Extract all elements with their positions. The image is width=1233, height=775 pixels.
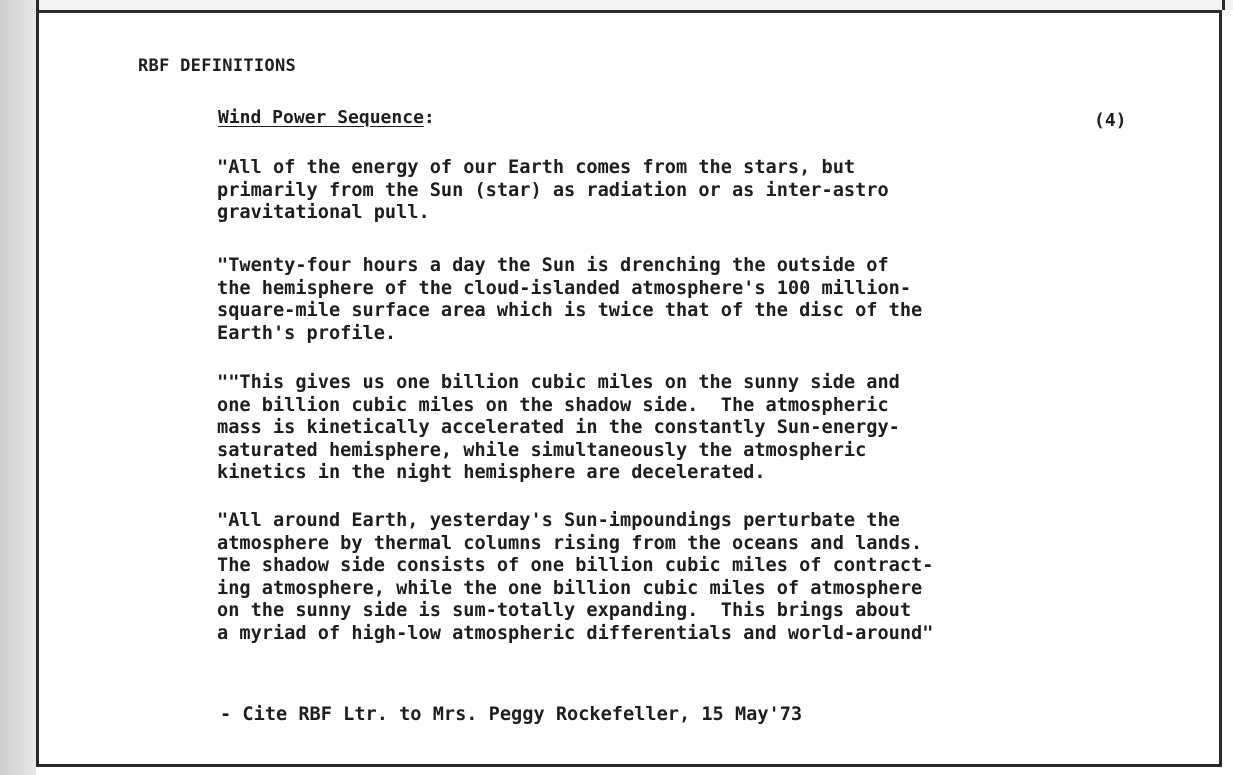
paragraph-3: ""This gives us one billion cubic miles on the sunny side and one billion cubic miles on the shadow side. The atmospheric mass is kinetically accelerated in the constantly Sun-energy- saturated hemisphere, while simultaneously the atmospheric kinetics in the night hemisphere are decelerated. (217, 372, 900, 483)
previous-card-edge (36, 0, 1233, 10)
page-title: RBF DEFINITIONS (138, 56, 297, 76)
section-heading (218, 107, 435, 128)
paragraph-1: "All of the energy of our Earth comes from the stars, but primarily from the Sun (star) as radiation or as inter-astro gravitational pull. (217, 157, 889, 223)
page-edge-shadow (0, 0, 36, 775)
page-number: (4) (1094, 110, 1127, 131)
citation: - Cite RBF Ltr. to Mrs. Peggy Rockefeller, 15 May'73 (220, 704, 803, 725)
section-heading-text: Wind Power Sequence (218, 107, 424, 128)
section-heading-colon: : (423, 107, 435, 128)
paragraph-4: "All around Earth, yesterday's Sun-impoundings perturbate the atmosphere by thermal columns rising from the oceans and lands. The shadow side consists of one billion cubic miles of contract- ing atmosphere, while the one billion cubic miles of atmosphere on the sunny side is sum-totally expanding. This brings about a myriad of high-low atmospheric differentials and world-around" (217, 510, 934, 644)
paragraph-2: "Twenty-four hours a day the Sun is drenching the outside of the hemisphere of the cloud-islanded atmosphere's 100 million- square-mile surface area which is twice that of the disc of the Earth's profile. (217, 255, 923, 344)
